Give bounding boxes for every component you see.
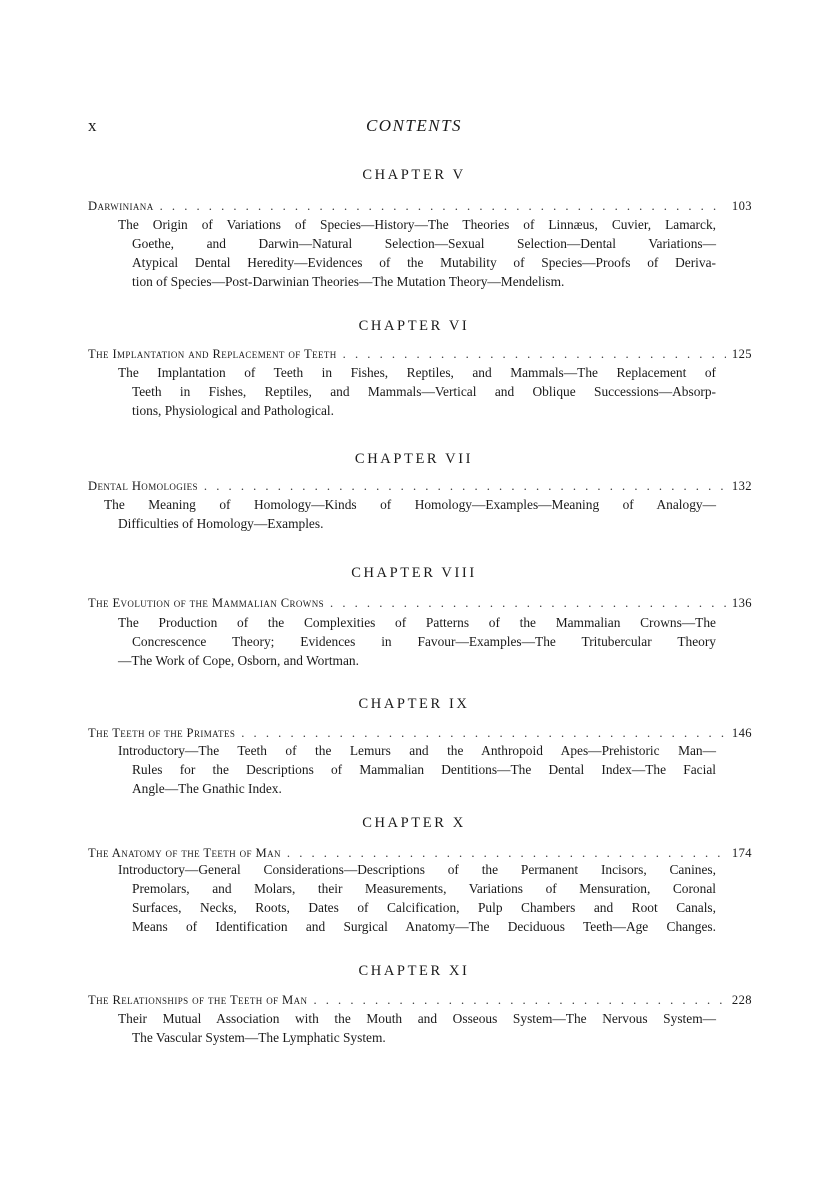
synopsis-line: The Vascular System—The Lymphatic System. <box>132 1030 386 1045</box>
synopsis-line: Rules for the Descriptions of Mammalian Dentitions—The Dental Index—The Facial <box>132 762 716 777</box>
synopsis-line: Goethe, and Darwin—Natural Selection—Sexual Selection—Dental Variations— <box>132 236 716 251</box>
chapter-heading: CHAPTER IX <box>358 696 470 712</box>
entry-title: The Implantation and Replacement of Teeth <box>88 347 337 361</box>
synopsis-line: The Meaning of Homology—Kinds of Homology—Examples—Meaning of Analogy— <box>104 497 716 512</box>
chapter-heading: CHAPTER V <box>362 167 466 183</box>
entry-title: The Relationships of the Teeth of Man <box>88 993 308 1007</box>
synopsis-line: The Production of the Complexities of Patterns of the Mammalian Crowns—The <box>118 615 716 630</box>
synopsis-line: Introductory—General Considerations—Descriptions of the Permanent Incisors, Canines, <box>118 862 716 877</box>
chapter-heading: CHAPTER XI <box>358 963 470 979</box>
dot-leader <box>241 726 726 741</box>
synopsis-line: Surfaces, Necks, Roots, Dates of Calcification, Pulp Chambers and Root Canals, <box>132 900 716 915</box>
toc-entry[interactable] <box>88 726 752 742</box>
entry-page-number: 228 <box>731 993 752 1007</box>
chapter-heading: CHAPTER VII <box>354 451 474 467</box>
entry-title: Darwiniana <box>88 199 154 213</box>
synopsis-line: tion of Species—Post-Darwinian Theories—The Mutation Theory—Mendelism. <box>132 274 565 289</box>
toc-entry[interactable] <box>88 479 752 495</box>
synopsis-line: Introductory—The Teeth of the Lemurs and the Anthropoid Apes—Prehistoric Man— <box>118 743 716 758</box>
dot-leader <box>313 993 725 1008</box>
chapter-synopsis <box>118 215 716 291</box>
synopsis-line: Atypical Dental Heredity—Evidences of the Mutability of Species—Proofs of Deriva- <box>132 255 716 270</box>
toc-entry[interactable] <box>88 199 752 215</box>
dot-leader <box>204 479 726 494</box>
dot-leader <box>160 199 726 214</box>
synopsis-line: tions, Physiological and Pathological. <box>132 403 334 418</box>
entry-page-number: 125 <box>731 347 752 361</box>
chapter-synopsis <box>118 613 716 670</box>
synopsis-line: Premolars, and Molars, their Measurements, Variations of Mensuration, Coronal <box>132 881 716 896</box>
synopsis-line: The Origin of Variations of Species—History—The Theories of Linnæus, Cuvier, Lamarck, <box>118 217 716 232</box>
entry-title: The Anatomy of the Teeth of Man <box>88 846 281 860</box>
toc-entry[interactable] <box>88 347 752 363</box>
page-number: x <box>88 116 97 135</box>
chapter-heading: CHAPTER VI <box>358 318 470 334</box>
chapter-synopsis <box>118 363 716 420</box>
page-header <box>88 116 740 138</box>
toc-entry[interactable] <box>88 596 752 612</box>
chapter-synopsis <box>118 860 716 936</box>
synopsis-line: —The Work of Cope, Osborn, and Wortman. <box>118 653 359 668</box>
entry-page-number: 136 <box>731 596 752 610</box>
synopsis-line: The Implantation of Teeth in Fishes, Reptiles, and Mammals—The Replacement of <box>118 365 716 380</box>
entry-page-number: 174 <box>731 846 752 860</box>
synopsis-line: Means of Identification and Surgical Anatomy—The Deciduous Teeth—Age Changes. <box>132 919 716 934</box>
chapter-synopsis <box>118 1009 716 1047</box>
chapter-synopsis <box>104 495 716 533</box>
entry-page-number: 146 <box>731 726 752 740</box>
dot-leader <box>287 846 726 861</box>
running-title: CONTENTS <box>365 116 463 135</box>
toc-entry[interactable] <box>88 993 752 1009</box>
dot-leader <box>343 347 726 362</box>
synopsis-line: Teeth in Fishes, Reptiles, and Mammals—Vertical and Oblique Successions—Absorp- <box>132 384 716 399</box>
synopsis-line: Angle—The Gnathic Index. <box>132 781 282 796</box>
chapter-heading: CHAPTER VIII <box>351 565 477 581</box>
synopsis-line: Their Mutual Association with the Mouth and Osseous System—The Nervous System— <box>118 1011 716 1026</box>
dot-leader <box>330 596 726 611</box>
chapter-synopsis <box>118 741 716 798</box>
entry-page-number: 132 <box>731 479 752 493</box>
entry-page-number: 103 <box>731 199 752 213</box>
synopsis-line: Concrescence Theory; Evidences in Favour—Examples—The Tritubercular Theory <box>132 634 716 649</box>
entry-title: The Evolution of the Mammalian Crowns <box>88 596 325 610</box>
entry-title: Dental Homologies <box>88 479 198 493</box>
chapter-heading: CHAPTER X <box>362 815 466 831</box>
synopsis-line: Difficulties of Homology—Examples. <box>118 516 324 531</box>
entry-title: The Teeth of the Primates <box>88 726 236 740</box>
